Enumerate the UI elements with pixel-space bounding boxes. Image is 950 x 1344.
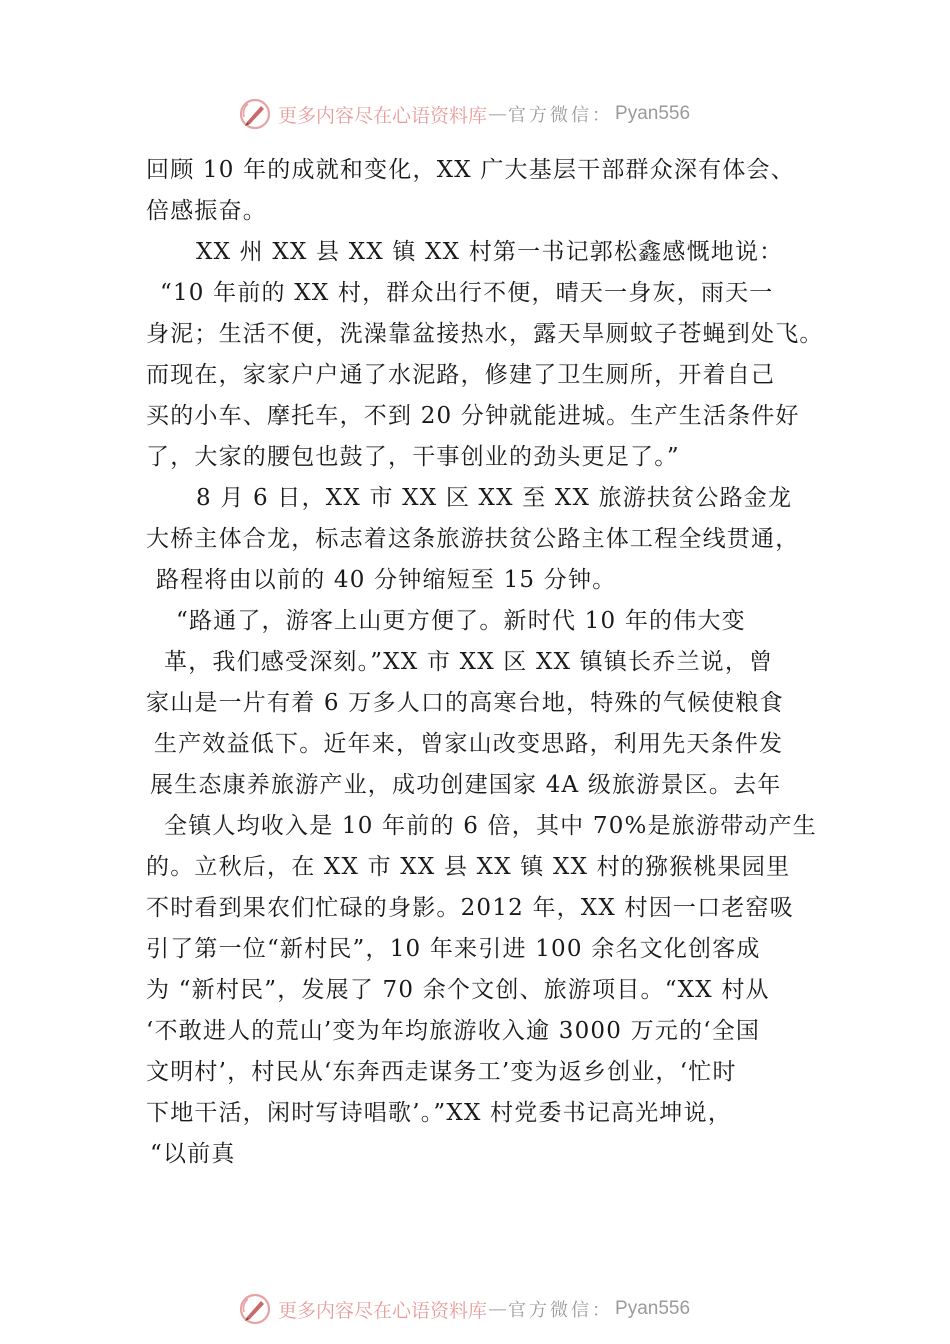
header-watermark	[238, 96, 738, 132]
text-line: 家山是一片有着 6 万多人口的高寒台地，特殊的气候使粮食	[146, 690, 784, 716]
watermark-main-text: 更多内容尽在心语资料库	[278, 1299, 488, 1322]
text-line: 的。立秋后，在 XX 市 XX 县 XX 镇 XX 村的猕猴桃果园里	[146, 854, 791, 880]
watermark-main-text: 更多内容尽在心语资料库	[278, 104, 488, 127]
text-line: 生产效益低下。近年来，曾家山改变思路，利用先天条件发	[154, 731, 784, 757]
watermark-sub-text: 官方微信：	[508, 105, 614, 126]
watermark-wechat-id: Pyan556	[615, 1298, 691, 1319]
text-line: 文明村’，村民从‘东奔西走谋务工’变为返乡创业，‘忙时	[146, 1059, 737, 1085]
text-line: 不时看到果农们忙碌的身影。2012 年，XX 村因一口老窑吸	[146, 895, 794, 921]
document-body	[146, 150, 836, 1175]
text-line: 了，大家的腰包也鼓了，干事创业的劲头更足了。”	[146, 444, 680, 470]
text-line: 8 月 6 日，XX 市 XX 区 XX 至 XX 旅游扶贫公路金龙	[196, 485, 793, 511]
text-line: 引了第一位“新村民”，10 年来引进 100 余名文化创客成	[146, 936, 761, 962]
text-line: 革，我们感受深刻。”XX 市 XX 区 XX 镇镇长乔兰说，曾	[164, 649, 774, 675]
pen-logo-icon	[238, 97, 272, 131]
text-line: 倍感振奋。	[146, 198, 267, 224]
text-line: 展生态康养旅游产业，成功创建国家 4A 级旅游景区。去年	[150, 772, 782, 798]
text-line: “10 年前的 XX 村，群众出行不便，晴天一身灰，雨天一	[160, 280, 774, 306]
text-line: 为 “新村民”，发展了 70 余个文创、旅游项目。“XX 村从	[146, 977, 770, 1003]
watermark-dash: —	[488, 103, 508, 125]
text-line: “以前真	[150, 1141, 236, 1167]
text-line: ‘不敢进人的荒山’变为年均旅游收入逾 3000 万元的‘全国	[146, 1018, 761, 1044]
text-line: 下地干活，闲时写诗唱歌’。”XX 村党委书记高光坤说，	[146, 1100, 733, 1126]
text-line: “路通了，游客上山更方便了。新时代 10 年的伟大变	[176, 608, 746, 634]
text-line: 路程将由以前的 40 分钟缩短至 15 分钟。	[156, 567, 617, 593]
footer-watermark	[238, 1291, 738, 1327]
text-line: 而现在，家家户户通了水泥路，修建了卫生厕所，开着自己	[146, 362, 776, 388]
text-line: 全镇人均收入是 10 年前的 6 倍，其中 70%是旅游带动产生	[164, 813, 817, 839]
text-line: 身泥；生活不便，洗澡靠盆接热水，露天旱厕蚊子苍蝇到处飞。	[146, 321, 824, 347]
watermark-wechat-id: Pyan556	[615, 103, 691, 124]
text-line: 大桥主体合龙，标志着这条旅游扶贫公路主体工程全线贯通，	[146, 526, 800, 552]
text-line: 回顾 10 年的成就和变化，XX 广大基层干部群众深有体会、	[146, 157, 795, 183]
text-line: XX 州 XX 县 XX 镇 XX 村第一书记郭松鑫感慨地说：	[196, 239, 784, 265]
watermark-dash: —	[488, 1298, 508, 1320]
text-line: 买的小车、摩托车，不到 20 分钟就能进城。生产生活条件好	[146, 403, 800, 429]
watermark-sub-text: 官方微信：	[508, 1300, 614, 1321]
pen-logo-icon	[238, 1292, 272, 1326]
